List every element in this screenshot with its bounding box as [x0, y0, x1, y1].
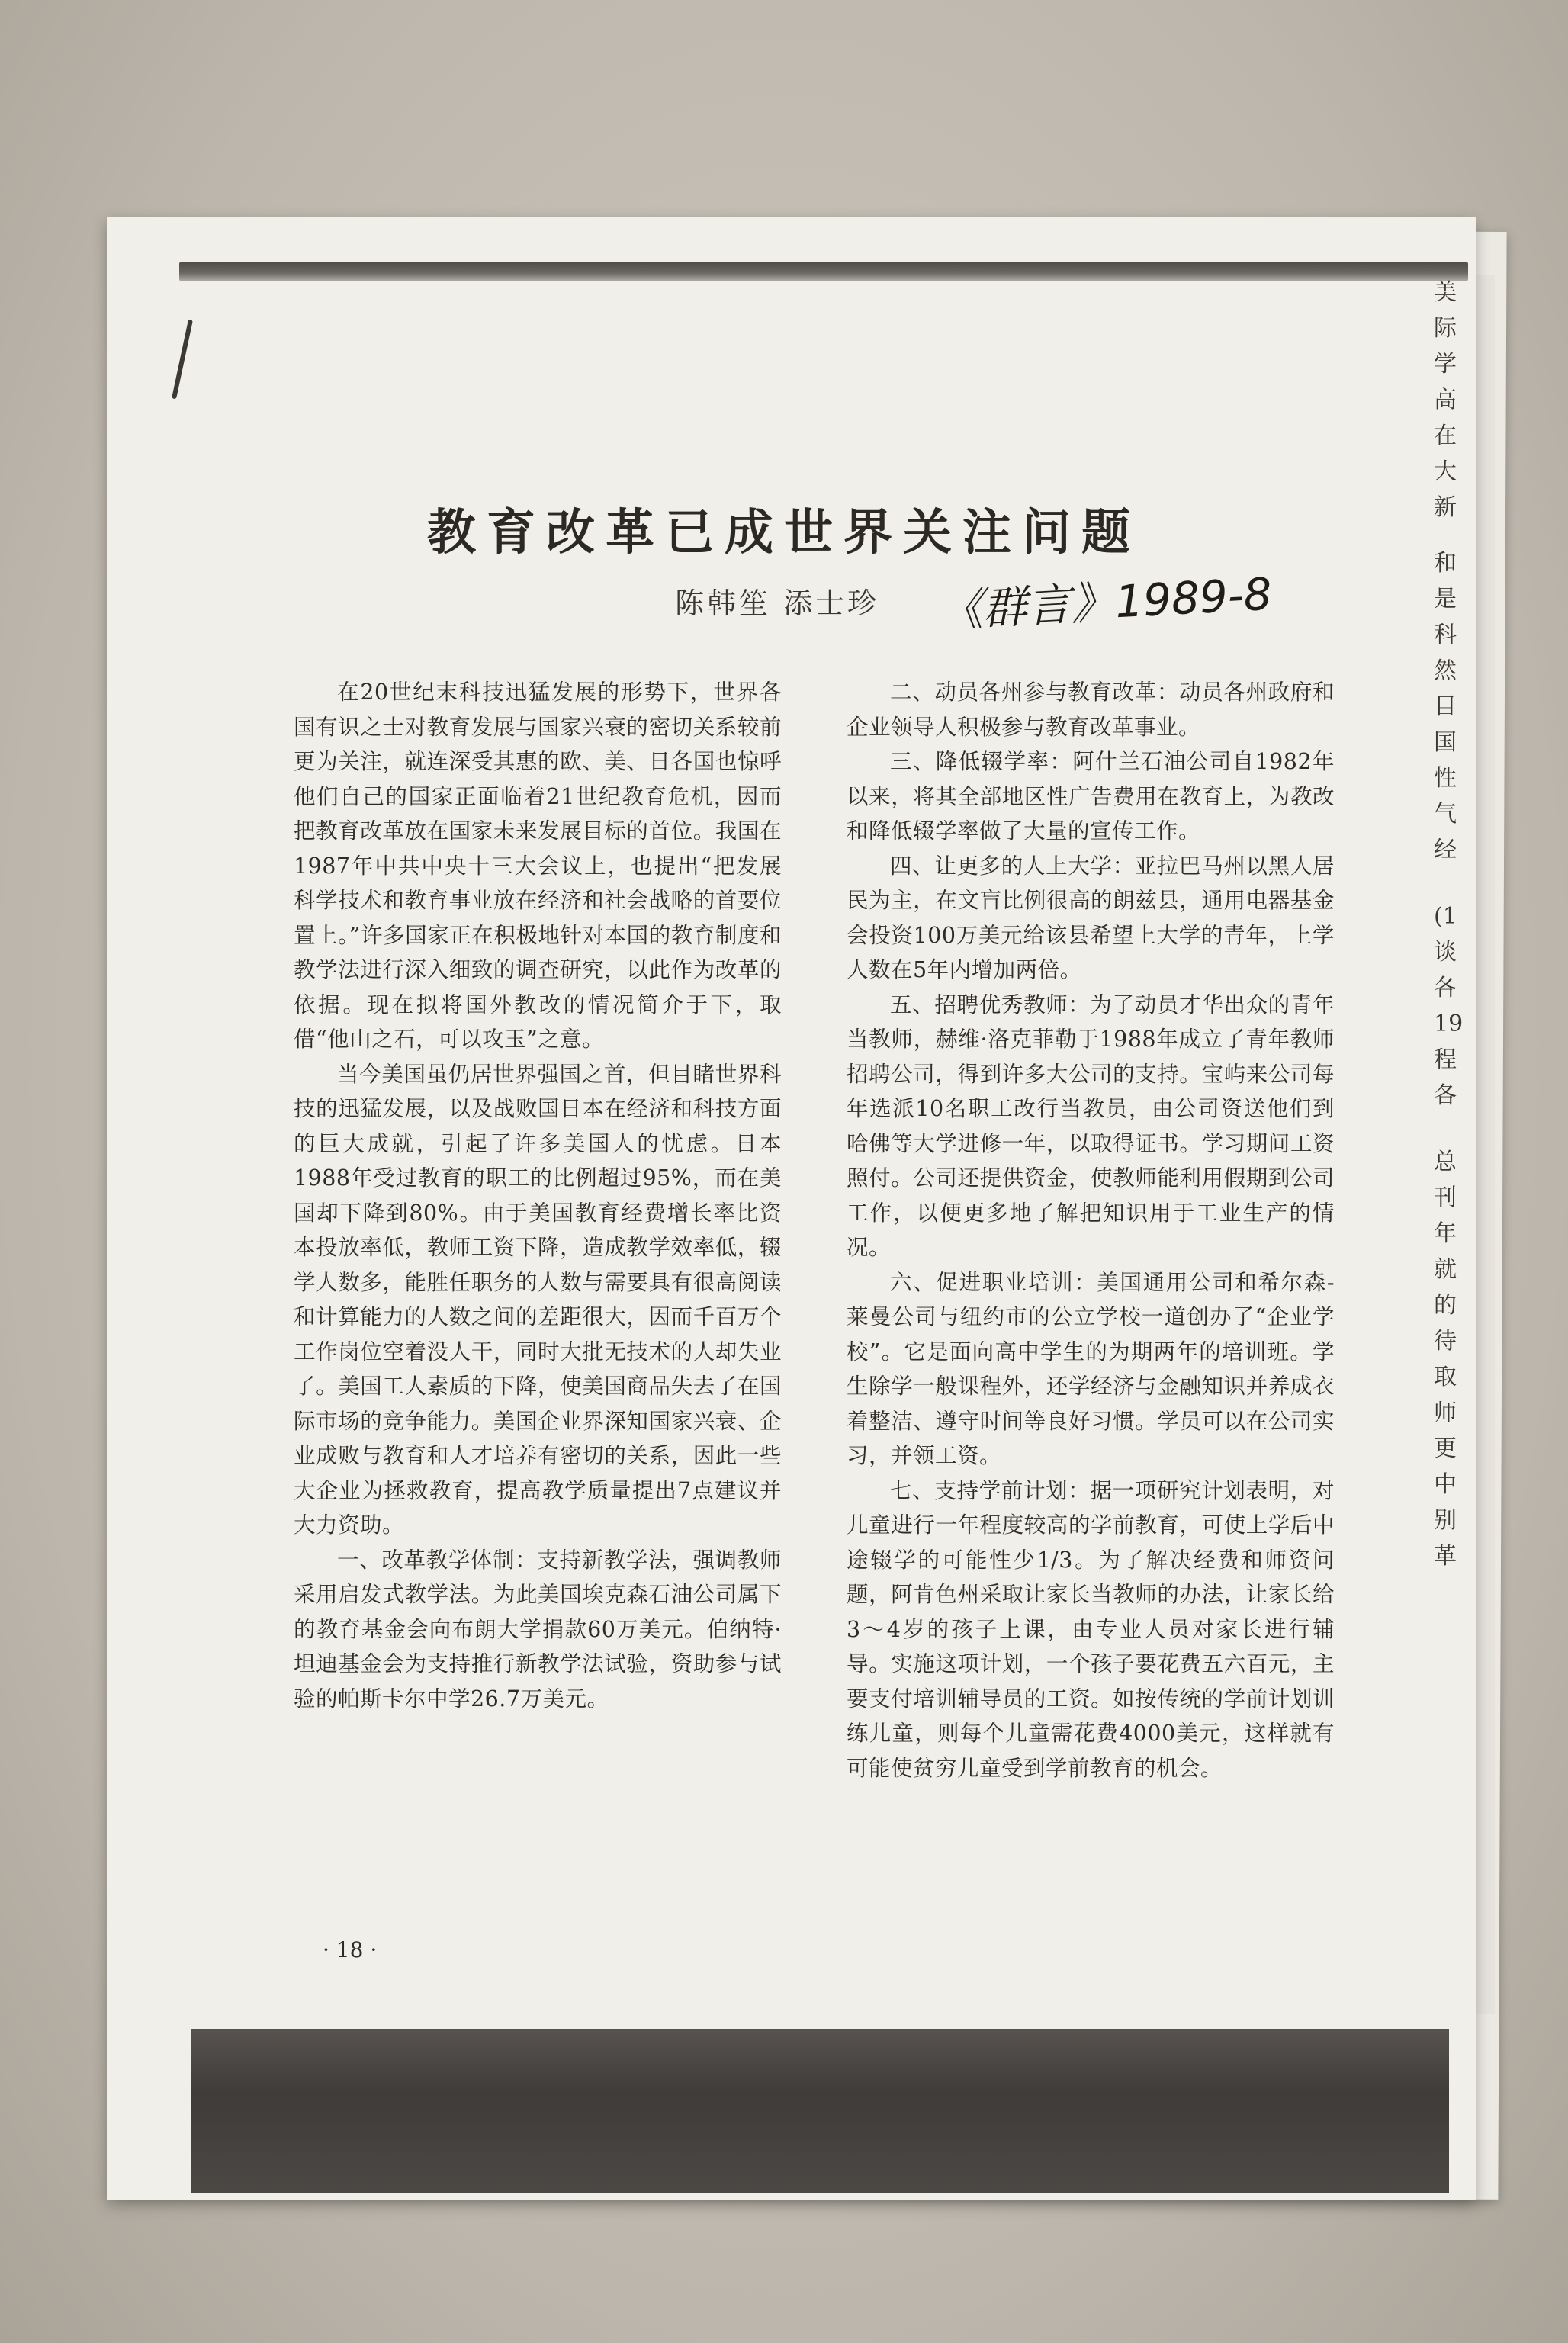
- edge-char: 新: [1434, 494, 1457, 521]
- edge-char: 美: [1434, 279, 1457, 306]
- edge-char: 年: [1434, 1220, 1457, 1247]
- edge-char: 各: [1434, 975, 1457, 1001]
- paragraph: 当今美国虽仍居世界强国之首，但目睹世界科技的迅猛发展，以及战败国日本在经济和科技方面的巨大成就，引起了许多美国人的忧虑。日本1988年受过教育的职工的比例超过95%，而在美国却下降到80%。由于美国教育经费增长率比资本投放率低，教师工资下降，造成教学效率低，辍学人数多，能胜任职务的人数与需要具有很高阅读和计算能力的人数之间的差距很大，因而千百万个工作岗位空着没人干，同时大批无技术的人却失业了。美国工人素质的下降，使美国商品失去了在国际市场的竞争能力。美国企业界深知国家兴衰、企业成败与教育和人才培养有密切的关系，因此一些大企业为拯救教育，提高教学质量提出7点建议并大力资助。: [294, 1061, 782, 1538]
- edge-char: 性: [1434, 765, 1457, 792]
- edge-char: 刊: [1434, 1184, 1457, 1211]
- edge-char: 科: [1434, 622, 1457, 648]
- next-page-edge-text: [1434, 275, 1480, 1574]
- edge-char: 大: [1434, 458, 1457, 485]
- edge-char: 师: [1434, 1400, 1457, 1426]
- edge-char: 别: [1434, 1507, 1457, 1534]
- paragraph: 在20世纪末科技迅猛发展的形势下，世界各国有识之士对教育发展与国家兴衰的密切关系较前更为关注，就连深受其惠的欧、美、日各国也惊呼他们自己的国家正面临着21世纪教育危机，因而把教育改革放在国家未来发展目标的首位。我国在1987年中共中央十三大会议上，也提出“把发展科学技术和教育事业放在经济和社会战略的首要位置上。”许多国家正在积极地针对本国的教育制度和教学法进行深入细致的调查研究，以此作为改革的依据。现在拟将国外教改的情况简介于下，取借“他山之石，可以攻玉”之意。: [294, 680, 782, 1052]
- photocopy-edge-bottom: [191, 2029, 1449, 2193]
- paragraph: 一、改革教学体制：支持新教学法，强调教师采用启发式教学法。为此美国埃克森石油公司属下的教育基金会向布朗大学捐款60万美元。伯纳特·坦迪基金会为支持推行新教学法试验，资助参与试验的帕斯卡尔中学26.7万美元。: [294, 1547, 782, 1711]
- edge-char: 高: [1434, 387, 1457, 413]
- right-column: [847, 675, 1335, 1785]
- page-number: · 18 ·: [323, 1937, 378, 1962]
- edge-char: 就: [1434, 1256, 1457, 1283]
- document-page: [107, 217, 1476, 2200]
- edge-char: 谈: [1434, 939, 1457, 966]
- edge-char: 国: [1434, 729, 1457, 756]
- edge-char: 待: [1434, 1328, 1457, 1355]
- paragraph: 五、招聘优秀教师：为了动员才华出众的青年当教师，赫维·洛克菲勒于1988年成立了青年教师招聘公司，得到许多大公司的支持。宝屿来公司每年选派10名职工改行当教员，由公司资送他们到哈佛等大学进修一年，以取得证书。学习期间工资照付。公司还提供资金，使教师能利用假期到公司工作，以便更多地了解把知识用于工业生产的情况。: [847, 992, 1335, 1260]
- edge-char: 经: [1434, 837, 1457, 863]
- paragraph: 四、让更多的人上大学：亚拉巴马州以黑人居民为主，在文盲比例很高的朗兹县，通用电器基金会投资100万美元给该县希望上大学的青年，上学人数在5年内增加两倍。: [847, 853, 1335, 982]
- edge-char: 程: [1434, 1046, 1457, 1073]
- edge-char: 学: [1434, 351, 1457, 378]
- edge-char: 革: [1434, 1543, 1457, 1570]
- edge-char: 际: [1434, 315, 1457, 342]
- paragraph: 二、动员各州参与教育改革：动员各州政府和企业领导人积极参与教育改革事业。: [847, 680, 1335, 740]
- article-title: 教育改革已成世界关注问题: [427, 504, 1141, 561]
- edge-char: 在: [1434, 423, 1457, 449]
- paragraph: 七、支持学前计划：据一项研究计划表明，对儿童进行一年程度较高的学前教育，可使上学后中途辍学的可能性少1/3。为了解决经费和师资问题，阿肯色州采取让家长当教师的办法，让家长给3～4岁的孩子上课，由专业人员对家长进行辅导。实施这项计划，一个孩子要花费五六百元，主要支付培训辅导员的工资。如按传统的学前计划训练儿童，则每个儿童需花费4000美元，这样就有可能使贫穷儿童受到学前教育的机会。: [847, 1477, 1335, 1781]
- paragraph: 三、降低辍学率：阿什兰石油公司自1982年以来，将其全部地区性广告费用在教育上，为教改和降低辍学率做了大量的宣传工作。: [847, 749, 1335, 844]
- edge-char: (1: [1434, 903, 1457, 930]
- edge-char: 总: [1434, 1149, 1457, 1175]
- edge-char: 气: [1434, 801, 1457, 828]
- edge-char: 中: [1434, 1471, 1457, 1498]
- left-column: [294, 675, 782, 1716]
- staple-mark: [172, 320, 193, 400]
- edge-char: 和: [1434, 550, 1457, 577]
- paragraph: 六、促进职业培训：美国通用公司和希尔森-莱曼公司与纽约市的公立学校一道创办了“企业学校”。它是面向高中学生的为期两年的培训班。学生除学一般课程外，还学经济与金融知识并养成衣着整洁、遵守时间等良好习惯。学员可以在公司实习，并领工资。: [847, 1269, 1335, 1468]
- edge-char: 的: [1434, 1292, 1457, 1319]
- edge-char: 取: [1434, 1364, 1457, 1390]
- edge-char: 更: [1434, 1435, 1457, 1462]
- edge-char: 19: [1434, 1011, 1464, 1037]
- edge-char: 是: [1434, 586, 1457, 612]
- handwritten-source-note: 《群言》1989-8: [937, 567, 1274, 638]
- photocopy-edge-top: [179, 262, 1468, 281]
- edge-char: 然: [1434, 657, 1457, 684]
- edge-char: 各: [1434, 1082, 1457, 1109]
- edge-char: 目: [1434, 693, 1457, 720]
- article-authors: 陈韩笙 添士珍: [675, 587, 880, 620]
